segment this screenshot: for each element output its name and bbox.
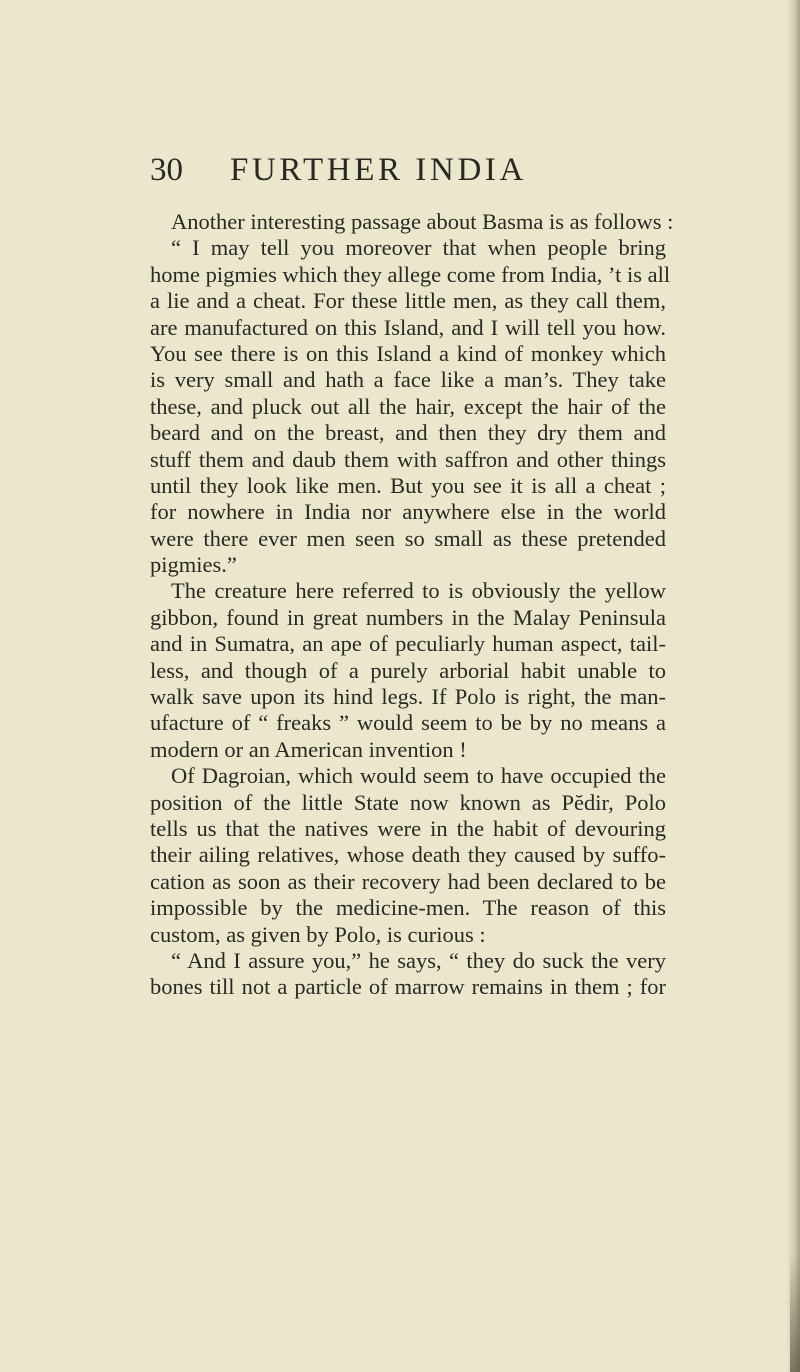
text-line: Another interesting passage about Basma is as follows : <box>171 209 674 234</box>
text-line: position of the little State now known as Pĕdir, Polo <box>150 789 666 815</box>
text-line: until they look like men. But you see it is all a cheat ; <box>150 472 666 498</box>
text-line: home pigmies which they allege come from India, ’t is all <box>150 261 671 287</box>
text-line: “ I may tell you moreover that when people bring <box>171 235 666 261</box>
text-line: a lie and a cheat. For these little men, as they call them, <box>150 288 666 314</box>
text-line: cation as soon as their recovery had been declared to be <box>150 868 666 894</box>
text-line: custom, as given by Polo, is curious : <box>150 921 486 947</box>
text-line: stuff them and daub them with saffron and other things <box>150 446 666 472</box>
text-line: ufacture of “ freaks ” would seem to be by no means a <box>150 710 666 736</box>
page-number: 30 <box>150 152 183 188</box>
text-line: bones till not a particle of marrow remains in them ; for <box>150 974 666 1000</box>
text-line: were there ever men seen so small as these pretended <box>150 525 666 551</box>
text-line: You see there is on this Island a kind of monkey which <box>150 340 666 366</box>
text-line: gibbon, found in great numbers in the Malay Peninsula <box>150 604 666 630</box>
text-line: is very small and hath a face like a man’s. They take <box>150 367 666 393</box>
running-title: FURTHER INDIA <box>230 152 527 188</box>
text-line: these, and pluck out all the hair, except the hair of the <box>150 393 666 419</box>
text-line: pigmies.” <box>150 552 237 578</box>
running-head <box>150 148 670 192</box>
text-line: impossible by the medicine-men. The reason of this <box>150 895 666 921</box>
text-line: Of Dagroian, which would seem to have occupied the <box>171 763 666 789</box>
text-line: for nowhere in India nor anywhere else in the world <box>150 499 666 525</box>
text-line: The creature here referred to is obviously the yellow <box>171 578 666 604</box>
page-edge-shadow <box>786 0 800 1372</box>
text-line: their ailing relatives, whose death they caused by suffo- <box>150 842 666 868</box>
text-line: walk save upon its hind legs. If Polo is right, the man- <box>150 684 666 710</box>
body-text <box>150 209 674 1001</box>
text-line: and in Sumatra, an ape of peculiarly human aspect, tail- <box>150 631 666 657</box>
text-line: modern or an American invention ! <box>150 736 467 762</box>
text-line: less, and though of a purely arborial habit unable to <box>150 657 666 683</box>
text-line: beard and on the breast, and then they dry them and <box>150 420 666 446</box>
text-line: are manufactured on this Island, and I will tell you how. <box>150 314 666 340</box>
page-corner-shadow <box>790 1252 800 1372</box>
text-line: “ And I assure you,” he says, “ they do suck the very <box>171 947 666 973</box>
text-line: tells us that the natives were in the habit of devouring <box>150 815 666 841</box>
